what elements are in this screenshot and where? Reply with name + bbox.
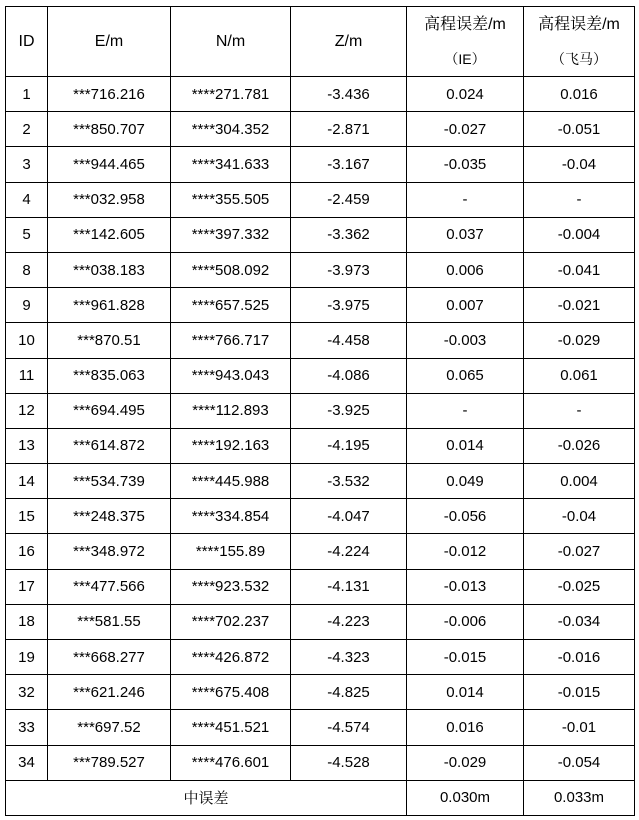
rmse-ie: 0.030m <box>407 780 524 815</box>
cell-ie-error: -0.027 <box>407 112 524 147</box>
footer-row <box>6 780 635 815</box>
table-header <box>6 7 635 77</box>
cell-n: ****341.633 <box>171 147 291 182</box>
cell-n: ****334.854 <box>171 499 291 534</box>
cell-id: 5 <box>6 217 48 252</box>
cell-n: ****451.521 <box>171 710 291 745</box>
cell-z: -4.224 <box>291 534 407 569</box>
cell-id: 11 <box>6 358 48 393</box>
table-row <box>6 604 635 639</box>
table-row <box>6 182 635 217</box>
cell-ie-error: -0.029 <box>407 745 524 780</box>
cell-fm-error: -0.004 <box>524 217 635 252</box>
cell-fm-error: -0.04 <box>524 499 635 534</box>
cell-e: ***835.063 <box>48 358 171 393</box>
header-fm-error <box>524 7 635 77</box>
header-ie-sub: （IE） <box>444 50 486 67</box>
cell-id: 8 <box>6 252 48 287</box>
cell-e: ***534.739 <box>48 464 171 499</box>
cell-fm-error: 0.016 <box>524 77 635 112</box>
cell-ie-error: - <box>407 182 524 217</box>
table-body <box>6 77 635 781</box>
table-row <box>6 675 635 710</box>
cell-n: ****155.89 <box>171 534 291 569</box>
table-row <box>6 745 635 780</box>
cell-fm-error: 0.061 <box>524 358 635 393</box>
rmse-fm: 0.033m <box>524 780 635 815</box>
cell-e: ***248.375 <box>48 499 171 534</box>
cell-id: 13 <box>6 428 48 463</box>
cell-n: ****397.332 <box>171 217 291 252</box>
cell-ie-error: 0.006 <box>407 252 524 287</box>
cell-e: ***038.183 <box>48 252 171 287</box>
table-row <box>6 569 635 604</box>
cell-e: ***694.495 <box>48 393 171 428</box>
cell-id: 4 <box>6 182 48 217</box>
cell-z: -3.532 <box>291 464 407 499</box>
table-row <box>6 640 635 675</box>
cell-n: ****426.872 <box>171 640 291 675</box>
cell-n: ****445.988 <box>171 464 291 499</box>
cell-id: 14 <box>6 464 48 499</box>
cell-ie-error: -0.015 <box>407 640 524 675</box>
table-row <box>6 710 635 745</box>
header-e: E/m <box>48 7 171 77</box>
cell-z: -4.528 <box>291 745 407 780</box>
cell-z: -3.167 <box>291 147 407 182</box>
cell-e: ***614.872 <box>48 428 171 463</box>
cell-fm-error: -0.04 <box>524 147 635 182</box>
cell-fm-error: -0.026 <box>524 428 635 463</box>
header-row <box>6 7 635 77</box>
cell-z: -3.436 <box>291 77 407 112</box>
cell-n: ****508.092 <box>171 252 291 287</box>
header-fm-title: 高程误差/m <box>538 15 620 33</box>
cell-fm-error: -0.034 <box>524 604 635 639</box>
cell-fm-error: -0.025 <box>524 569 635 604</box>
cell-e: ***716.216 <box>48 77 171 112</box>
table-row <box>6 288 635 323</box>
cell-n: ****675.408 <box>171 675 291 710</box>
rmse-label: 中误差 <box>6 780 407 815</box>
cell-fm-error: -0.029 <box>524 323 635 358</box>
cell-z: -3.925 <box>291 393 407 428</box>
table-row <box>6 464 635 499</box>
cell-n: ****271.781 <box>171 77 291 112</box>
cell-ie-error: -0.013 <box>407 569 524 604</box>
table-row <box>6 499 635 534</box>
cell-e: ***348.972 <box>48 534 171 569</box>
table-row <box>6 393 635 428</box>
cell-z: -4.574 <box>291 710 407 745</box>
cell-e: ***697.52 <box>48 710 171 745</box>
table-row <box>6 428 635 463</box>
cell-id: 1 <box>6 77 48 112</box>
table-row <box>6 358 635 393</box>
cell-ie-error: 0.014 <box>407 675 524 710</box>
cell-z: -4.323 <box>291 640 407 675</box>
cell-fm-error: - <box>524 393 635 428</box>
cell-ie-error: 0.014 <box>407 428 524 463</box>
cell-z: -4.131 <box>291 569 407 604</box>
cell-n: ****476.601 <box>171 745 291 780</box>
cell-e: ***850.707 <box>48 112 171 147</box>
cell-e: ***581.55 <box>48 604 171 639</box>
cell-id: 15 <box>6 499 48 534</box>
header-ie-title: 高程误差/m <box>424 15 506 33</box>
table-row <box>6 323 635 358</box>
cell-fm-error: -0.027 <box>524 534 635 569</box>
cell-z: -4.825 <box>291 675 407 710</box>
cell-z: -3.362 <box>291 217 407 252</box>
cell-fm-error: -0.051 <box>524 112 635 147</box>
cell-z: -4.223 <box>291 604 407 639</box>
elevation-error-table <box>5 6 635 816</box>
cell-e: ***142.605 <box>48 217 171 252</box>
cell-e: ***870.51 <box>48 323 171 358</box>
cell-id: 2 <box>6 112 48 147</box>
cell-ie-error: 0.065 <box>407 358 524 393</box>
cell-id: 17 <box>6 569 48 604</box>
cell-n: ****657.525 <box>171 288 291 323</box>
cell-n: ****702.237 <box>171 604 291 639</box>
cell-z: -2.459 <box>291 182 407 217</box>
cell-z: -3.975 <box>291 288 407 323</box>
table-row <box>6 534 635 569</box>
cell-fm-error: - <box>524 182 635 217</box>
cell-fm-error: -0.016 <box>524 640 635 675</box>
cell-n: ****923.532 <box>171 569 291 604</box>
table-container <box>5 6 635 816</box>
cell-ie-error: - <box>407 393 524 428</box>
cell-ie-error: 0.007 <box>407 288 524 323</box>
cell-ie-error: -0.006 <box>407 604 524 639</box>
cell-z: -3.973 <box>291 252 407 287</box>
cell-ie-error: -0.035 <box>407 147 524 182</box>
table-row <box>6 147 635 182</box>
table-footer <box>6 780 635 815</box>
cell-e: ***621.246 <box>48 675 171 710</box>
cell-e: ***789.527 <box>48 745 171 780</box>
cell-id: 9 <box>6 288 48 323</box>
cell-e: ***944.465 <box>48 147 171 182</box>
table-row <box>6 252 635 287</box>
table-row <box>6 217 635 252</box>
cell-id: 34 <box>6 745 48 780</box>
cell-id: 19 <box>6 640 48 675</box>
cell-id: 3 <box>6 147 48 182</box>
cell-z: -4.458 <box>291 323 407 358</box>
cell-ie-error: -0.012 <box>407 534 524 569</box>
cell-id: 32 <box>6 675 48 710</box>
cell-n: ****304.352 <box>171 112 291 147</box>
cell-n: ****112.893 <box>171 393 291 428</box>
header-n: N/m <box>171 7 291 77</box>
cell-n: ****192.163 <box>171 428 291 463</box>
cell-n: ****355.505 <box>171 182 291 217</box>
cell-z: -4.086 <box>291 358 407 393</box>
cell-fm-error: -0.054 <box>524 745 635 780</box>
cell-e: ***668.277 <box>48 640 171 675</box>
cell-id: 16 <box>6 534 48 569</box>
header-id: ID <box>6 7 48 77</box>
cell-id: 10 <box>6 323 48 358</box>
cell-fm-error: -0.015 <box>524 675 635 710</box>
cell-ie-error: 0.049 <box>407 464 524 499</box>
cell-n: ****943.043 <box>171 358 291 393</box>
table-row <box>6 112 635 147</box>
cell-id: 33 <box>6 710 48 745</box>
cell-id: 12 <box>6 393 48 428</box>
cell-fm-error: -0.041 <box>524 252 635 287</box>
cell-ie-error: 0.016 <box>407 710 524 745</box>
cell-fm-error: -0.021 <box>524 288 635 323</box>
cell-ie-error: -0.056 <box>407 499 524 534</box>
cell-e: ***032.958 <box>48 182 171 217</box>
cell-id: 18 <box>6 604 48 639</box>
cell-e: ***477.566 <box>48 569 171 604</box>
cell-ie-error: 0.037 <box>407 217 524 252</box>
cell-ie-error: 0.024 <box>407 77 524 112</box>
cell-ie-error: -0.003 <box>407 323 524 358</box>
cell-fm-error: -0.01 <box>524 710 635 745</box>
cell-z: -4.047 <box>291 499 407 534</box>
header-ie-error <box>407 7 524 77</box>
cell-e: ***961.828 <box>48 288 171 323</box>
header-z: Z/m <box>291 7 407 77</box>
table-row <box>6 77 635 112</box>
header-fm-sub: （飞马） <box>551 50 607 67</box>
cell-z: -4.195 <box>291 428 407 463</box>
cell-fm-error: 0.004 <box>524 464 635 499</box>
cell-z: -2.871 <box>291 112 407 147</box>
cell-n: ****766.717 <box>171 323 291 358</box>
